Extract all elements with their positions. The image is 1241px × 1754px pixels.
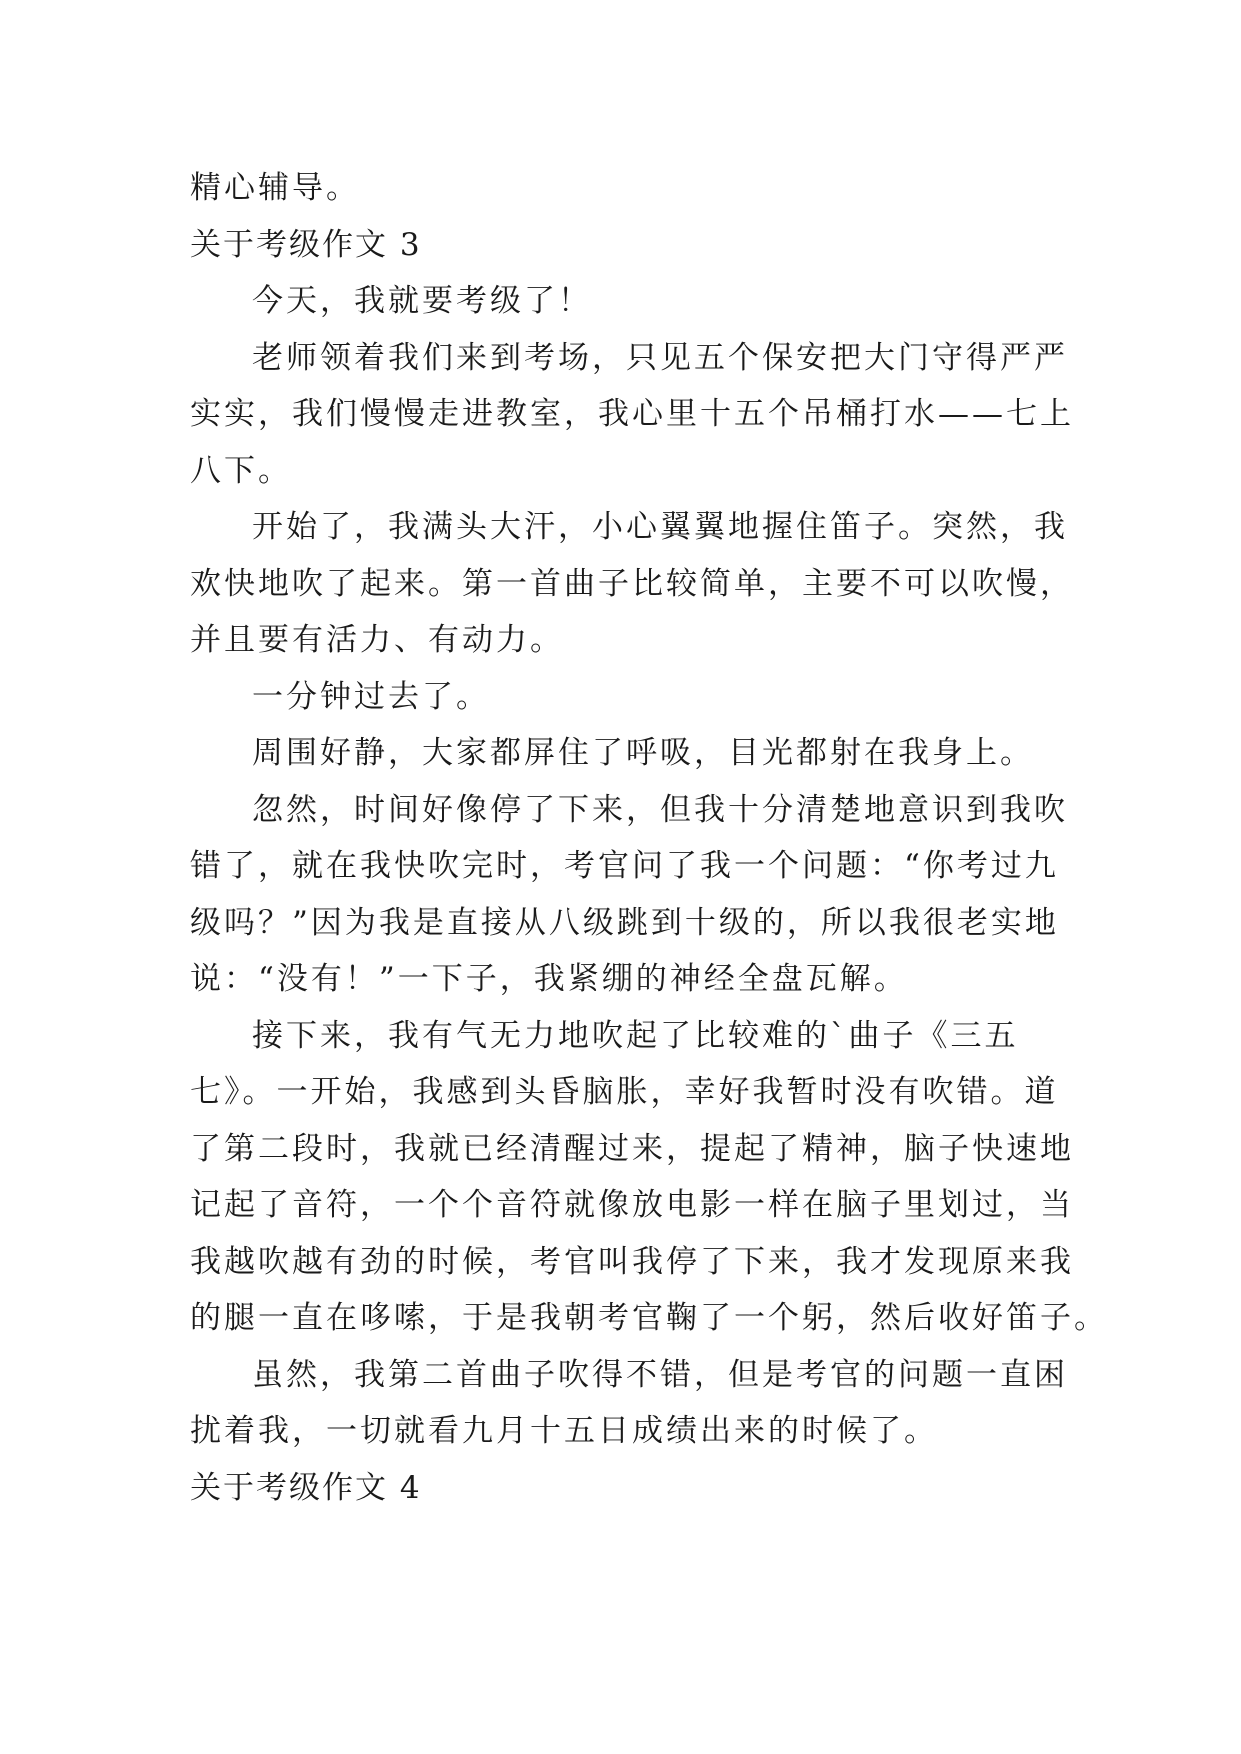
text-line: 了第二段时，我就已经清醒过来，提起了精神，脑子快速地 <box>190 1130 1074 1167</box>
text-line: 开始了，我满头大汗，小心翼翼地握住笛子。突然，我 <box>252 509 1068 545</box>
text-line: 错了，就在我快吹完时，考官问了我一个问题：“你考过九 <box>190 848 1059 884</box>
text-line: 今天，我就要考级了！ <box>252 283 592 319</box>
text-line: 一分钟过去了。 <box>252 678 490 715</box>
text-line: 扰着我，一切就看九月十五日成绩出来的时候了。 <box>190 1413 938 1449</box>
document-body <box>190 160 1108 1516</box>
text-line: 级吗？”因为我是直接从八级跳到十级的，所以我很老实地 <box>190 904 1059 941</box>
text-line: 精心辅导。 <box>190 170 360 206</box>
text-line: 的腿一直在哆嗦，于是我朝考官鞠了一个躬，然后收好笛子。 <box>190 1300 1108 1336</box>
section-heading: 关于考级作文 3 <box>190 226 422 263</box>
text-line: 老师领着我们来到考场，只见五个保安把大门守得严严 <box>252 339 1068 376</box>
text-line: 并且要有活力、有动力。 <box>190 622 564 658</box>
text-line: 忽然，时间好像停了下来，但我十分清楚地意识到我吹 <box>252 791 1068 828</box>
text-line: 记起了音符，一个个音符就像放电影一样在脑子里划过，当 <box>190 1187 1074 1223</box>
text-line: 七》。一开始，我感到头昏脑胀，幸好我暂时没有吹错。道 <box>190 1074 1059 1110</box>
text-line: 欢快地吹了起来。第一首曲子比较简单，主要不可以吹慢， <box>190 565 1074 602</box>
text-line: 周围好静，大家都屏住了呼吸，目光都射在我身上。 <box>252 735 1034 771</box>
text-line: 八下。 <box>190 452 292 489</box>
text-line: 说：“没有！”一下子，我紧绷的神经全盘瓦解。 <box>190 961 908 997</box>
text-line: 接下来，我有气无力地吹起了比较难的`曲子《三五 <box>252 1017 1019 1054</box>
section-heading: 关于考级作文 4 <box>190 1469 422 1506</box>
text-line: 实实，我们慢慢走进教室，我心里十五个吊桶打水——七上 <box>190 396 1074 432</box>
text-line: 我越吹越有劲的时候，考官叫我停了下来，我才发现原来我 <box>190 1243 1074 1280</box>
text-line: 虽然，我第二首曲子吹得不错，但是考官的问题一直困 <box>252 1356 1068 1393</box>
